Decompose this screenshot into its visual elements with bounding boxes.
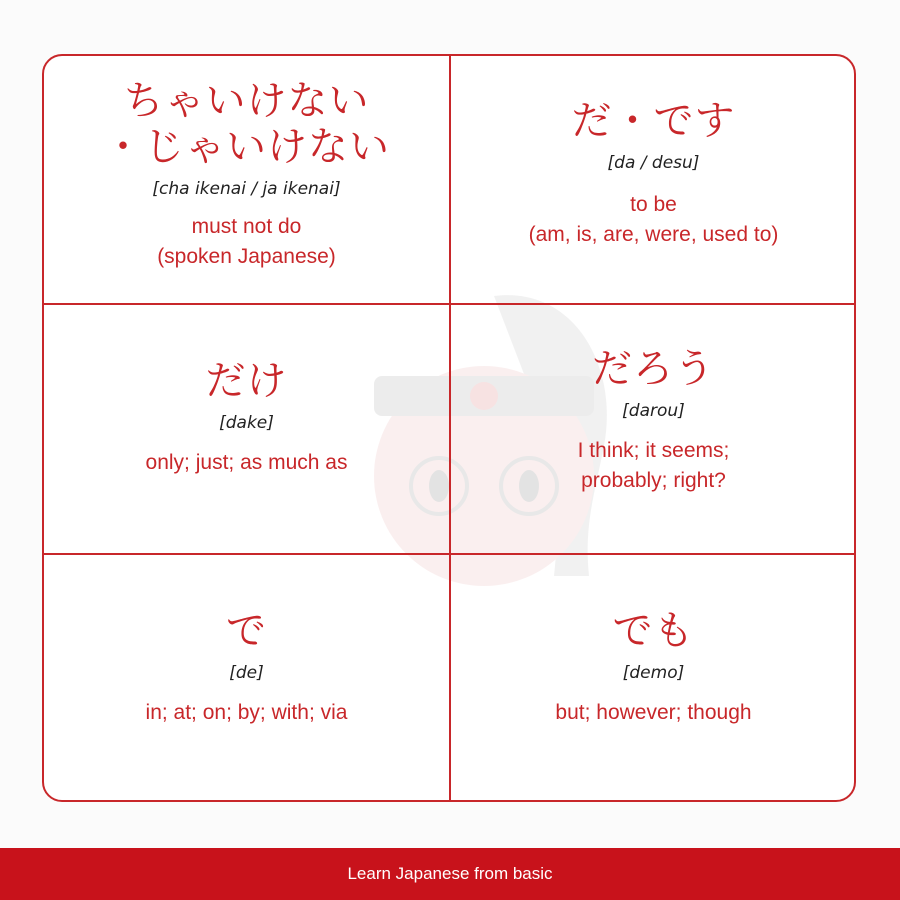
grammar-cell-de bbox=[44, 608, 449, 728]
meaning-line1: to be bbox=[630, 193, 677, 216]
grammar-cell-da-desu bbox=[451, 98, 856, 250]
meaning-line2: (am, is, are, were, used to) bbox=[528, 223, 779, 246]
footer-banner: Learn Japanese from basic bbox=[0, 848, 900, 900]
grammar-cell-demo bbox=[451, 608, 856, 728]
japanese-term: だろう bbox=[592, 346, 715, 392]
japanese-term: だ・です bbox=[571, 98, 736, 144]
meaning-line1: must not do bbox=[191, 215, 302, 238]
romaji-reading: [da / desu] bbox=[607, 153, 700, 173]
meaning-line1: I think; it seems; bbox=[577, 439, 730, 462]
romaji-reading: [cha ikenai / ja ikenai] bbox=[152, 179, 341, 199]
meaning-line2: probably; right? bbox=[581, 469, 726, 492]
meaning-line2: (spoken Japanese) bbox=[157, 245, 336, 268]
grammar-cell-dake bbox=[44, 358, 449, 478]
romaji-reading: [demo] bbox=[622, 663, 685, 683]
meaning-line1: but; however; though bbox=[555, 701, 752, 724]
romaji-reading: [dake] bbox=[219, 413, 274, 433]
grid-horizontal-divider-2 bbox=[44, 553, 854, 555]
romaji-reading: [de] bbox=[229, 663, 264, 683]
japanese-term: だけ bbox=[205, 358, 288, 404]
romaji-reading: [darou] bbox=[622, 401, 685, 421]
japanese-term: でも bbox=[612, 608, 695, 654]
japanese-term: で bbox=[226, 608, 267, 654]
grammar-card bbox=[42, 54, 856, 802]
meaning-line1: in; at; on; by; with; via bbox=[145, 701, 348, 724]
grammar-cell-darou bbox=[451, 346, 856, 496]
meaning-line1: only; just; as much as bbox=[145, 451, 348, 474]
japanese-term: ちゃいけない bbox=[123, 78, 370, 124]
japanese-term-line2: ・じゃいけない bbox=[103, 124, 390, 170]
grammar-cell-chaikenai bbox=[44, 78, 449, 272]
grid-horizontal-divider-1 bbox=[44, 303, 854, 305]
